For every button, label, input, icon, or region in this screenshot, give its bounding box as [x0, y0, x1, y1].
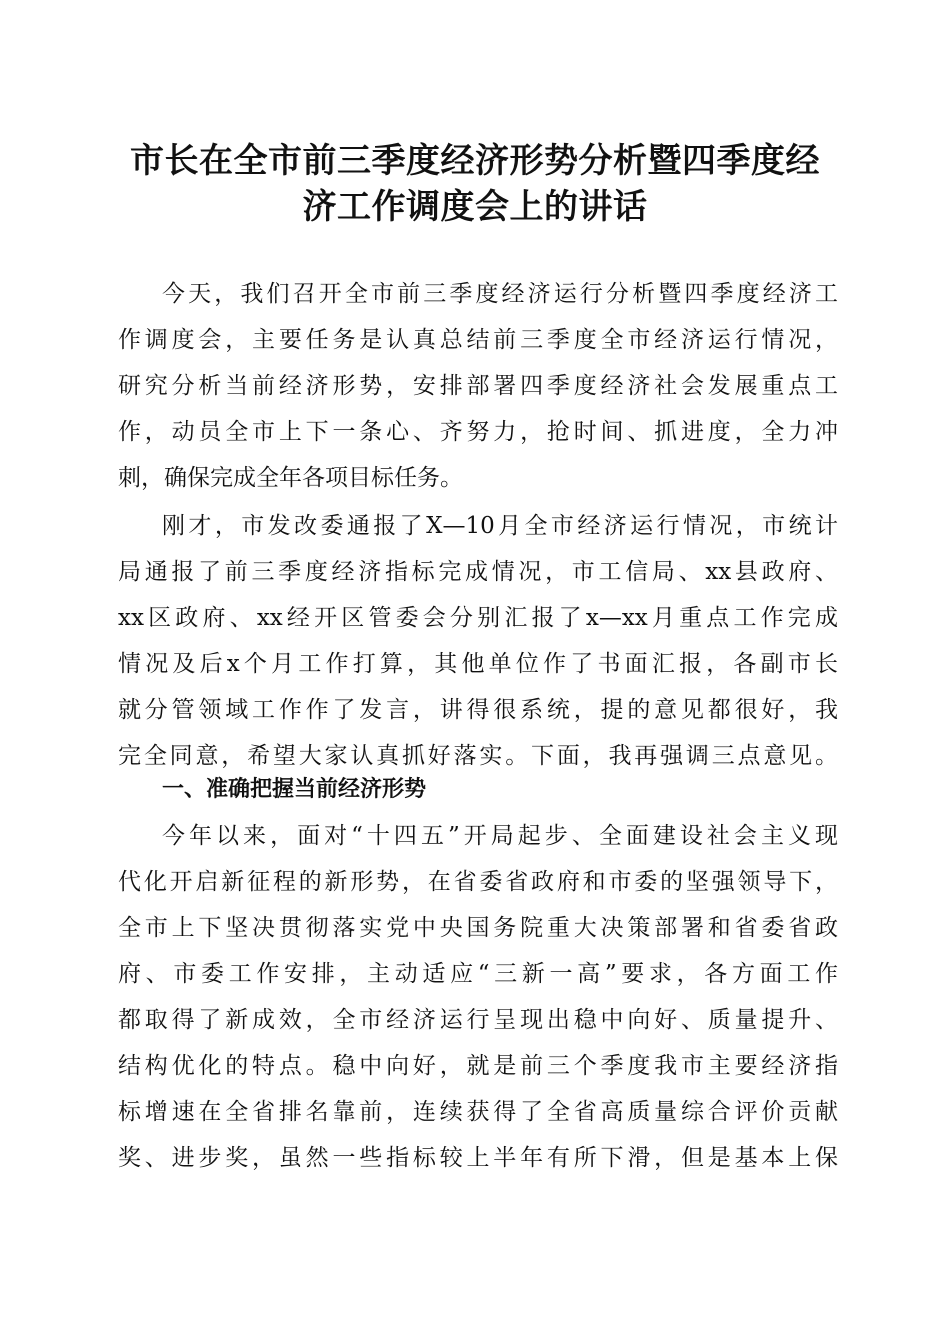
- paragraph-3-line: 奖、进步奖，虽然一些指标较上半年有所下滑，但是基本上保: [118, 1145, 838, 1171]
- paragraph-2-line: 完全同意，希望大家认真抓好落实。下面，我再强调三点意见。: [118, 743, 838, 769]
- paragraph-3-line: 结构优化的特点。稳中向好，就是前三个季度我市主要经济指: [118, 1053, 838, 1079]
- paragraph-1-line: 作，动员全市上下一条心、齐努力，抢时间、抓进度，全力冲: [118, 419, 838, 445]
- paragraph-1-line: 刺，确保完成全年各项目标任务。: [118, 465, 463, 491]
- paragraph-3-line: 今年以来，面对“十四五”开局起步、全面建设社会主义现: [162, 823, 838, 849]
- section-heading: 一、准确把握当前经济形势: [162, 777, 427, 802]
- paragraph-2-line: 情况及后x个月工作打算，其他单位作了书面汇报，各副市长: [118, 651, 838, 677]
- paragraph-3-line: 都取得了新成效，全市经济运行呈现出稳中向好、质量提升、: [118, 1007, 838, 1033]
- paragraph-3-line: 全市上下坚决贯彻落实党中央国务院重大决策部署和省委省政: [118, 915, 838, 941]
- title-line: 济工作调度会上的讲话: [302, 187, 648, 227]
- paragraph-2-line: 刚才，市发改委通报了X—10月全市经济运行情况，市统计: [162, 513, 838, 539]
- paragraph-1-line: 今天，我们召开全市前三季度经济运行分析暨四季度经济工: [162, 281, 838, 307]
- paragraph-3-line: 标增速在全省排名靠前，连续获得了全省高质量综合评价贡献: [118, 1099, 838, 1125]
- document-title: [110, 138, 840, 230]
- paragraph-3-line: 代化开启新征程的新形势，在省委省政府和市委的坚强领导下，: [118, 869, 838, 895]
- paragraph-2-line: 局通报了前三季度经济指标完成情况，市工信局、xx县政府、: [118, 559, 838, 585]
- paragraph-1-line: 研究分析当前经济形势，安排部署四季度经济社会发展重点工: [118, 373, 838, 399]
- paragraph-2-line: xx区政府、xx经开区管委会分别汇报了x—xx月重点工作完成: [118, 605, 838, 631]
- paragraph-1-line: 作调度会，主要任务是认真总结前三季度全市经济运行情况，: [118, 327, 838, 353]
- paragraph-2-line: 就分管领域工作作了发言，讲得很系统，提的意见都很好，我: [118, 697, 838, 723]
- paragraph-3-line: 府、市委工作安排，主动适应“三新一高”要求，各方面工作: [118, 961, 838, 987]
- title-line: 市长在全市前三季度经济形势分析暨四季度经: [130, 141, 820, 181]
